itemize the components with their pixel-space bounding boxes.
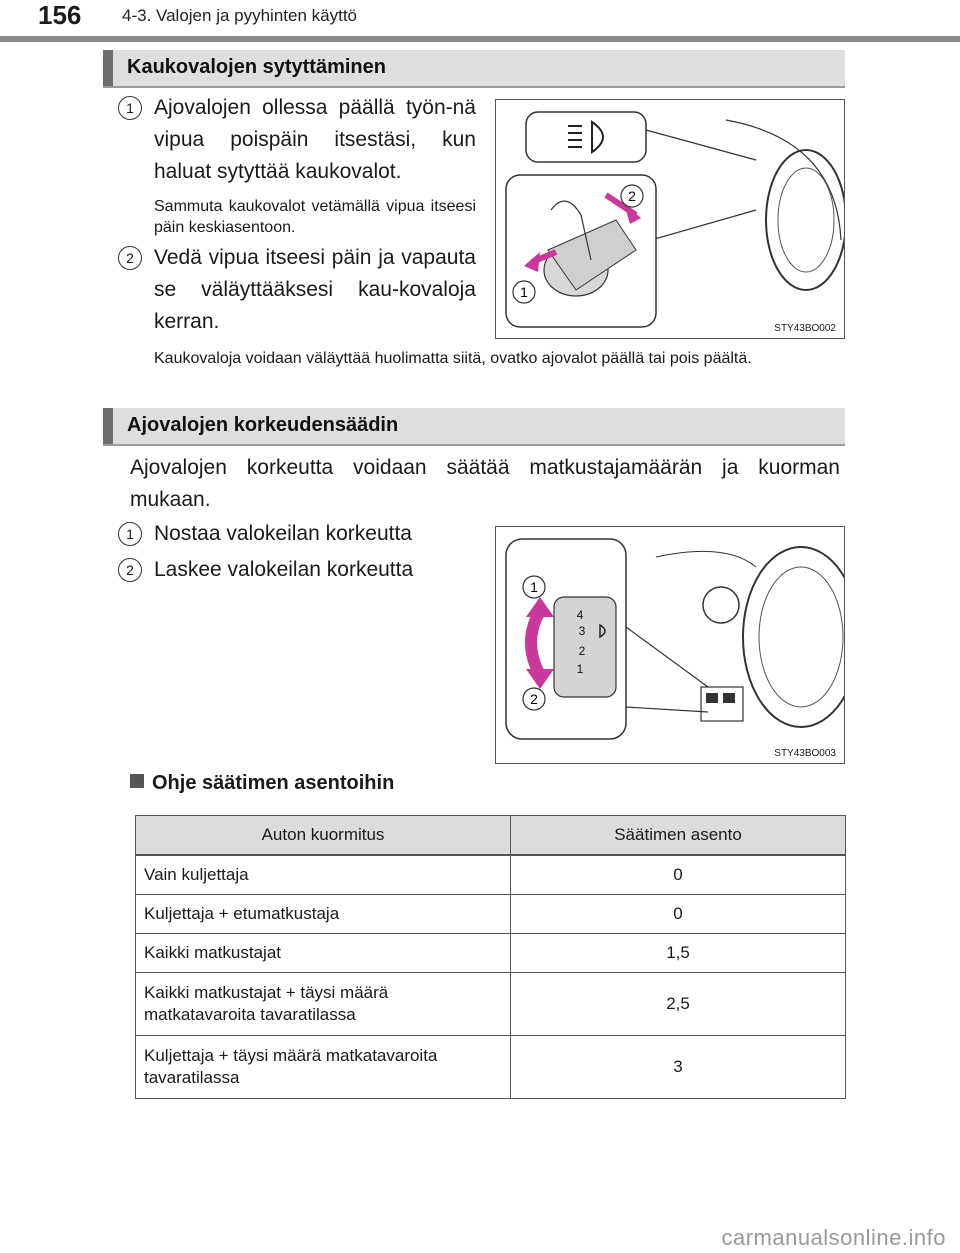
- figure-label-2: 2: [530, 691, 538, 707]
- item-number-1: 1: [118, 522, 142, 546]
- flash-note: Kaukovaloja voidaan väläyttää huolimatta siitä, ovatko ajovalot päällä tai pois päältä.: [154, 350, 752, 367]
- table-row: [136, 973, 846, 1036]
- chapter-title: 4-3. Valojen ja pyyhinten käyttö: [122, 6, 357, 25]
- step-1-note: Sammuta kaukovalot vetämällä vipua itseesi päin keskiasentoon.: [154, 198, 476, 236]
- load-cell: Kaikki matkustajat: [136, 934, 511, 973]
- guide-heading: [130, 772, 394, 795]
- section-title: Kaukovalojen sytyttäminen: [127, 56, 386, 78]
- load-cell: Kuljettaja + täysi määrä matkatavaroita tavaratilassa: [136, 1036, 511, 1099]
- table-row: [136, 1036, 846, 1099]
- headlight-symbol-box: [526, 112, 646, 162]
- figure-lever: [495, 99, 845, 339]
- position-cell: 3: [511, 1036, 846, 1099]
- dial-mark-3: 3: [578, 624, 586, 638]
- section-heading-leveling: [103, 408, 845, 446]
- figure-label-1: 1: [530, 579, 538, 595]
- load-cell: Vain kuljettaja: [136, 855, 511, 895]
- section-title: Ajovalojen korkeudensäädin: [127, 414, 399, 436]
- figure-code: STY43BO003: [774, 748, 836, 759]
- position-cell: 2,5: [511, 973, 846, 1036]
- table-row: [136, 855, 846, 895]
- position-cell: 0: [511, 895, 846, 934]
- header-rule: [0, 36, 960, 42]
- step-number-1: 1: [118, 96, 142, 120]
- dial-mark-4: 4: [576, 608, 584, 622]
- position-cell: 0: [511, 855, 846, 895]
- section-heading-high-beam: [103, 50, 845, 88]
- watermark: carmanualsonline.info: [721, 1225, 946, 1250]
- square-bullet-icon: [130, 774, 144, 788]
- figure-code: STY43BO002: [774, 323, 836, 334]
- table-row: [136, 934, 846, 973]
- table-row: [136, 895, 846, 934]
- item-number-2: 2: [118, 558, 142, 582]
- header-position: Säätimen asento: [511, 816, 846, 856]
- figure-label-1: 1: [520, 284, 528, 300]
- position-cell: 1,5: [511, 934, 846, 973]
- leveling-intro: Ajovalojen korkeutta voidaan säätää matkustajamäärän ja kuorman mukaan.: [130, 456, 840, 511]
- dial-mark-2: 2: [578, 644, 586, 658]
- load-cell: Kaikki matkustajat + täysi määrä matkatavaroita tavaratilassa: [136, 973, 511, 1036]
- item-2-text: Laskee valokeilan korkeutta: [154, 558, 414, 581]
- step-1-text: Ajovalojen ollessa päällä työn-nä vipua poispäin itsestäsi, kun haluat sytyttää kaukovalot.: [154, 96, 476, 183]
- figure-label-2: 2: [628, 188, 636, 204]
- item-1-text: Nostaa valokeilan korkeutta: [154, 522, 412, 545]
- header-load: Auton kuormitus: [136, 816, 511, 856]
- page-number: 156: [38, 0, 82, 30]
- step-2-text: Vedä vipua itseesi päin ja vapauta se väläyttääksesi kau-kovaloja kerran.: [154, 246, 476, 333]
- step-number-2: 2: [118, 246, 142, 270]
- position-table: [135, 815, 846, 1099]
- load-cell: Kuljettaja + etumatkustaja: [136, 895, 511, 934]
- dial-mark-1: 1: [576, 662, 584, 676]
- guide-title: Ohje säätimen asentoihin: [152, 772, 395, 794]
- figure-dial: [495, 526, 845, 764]
- dial-illustration: [496, 527, 844, 763]
- lever-illustration: [496, 100, 844, 338]
